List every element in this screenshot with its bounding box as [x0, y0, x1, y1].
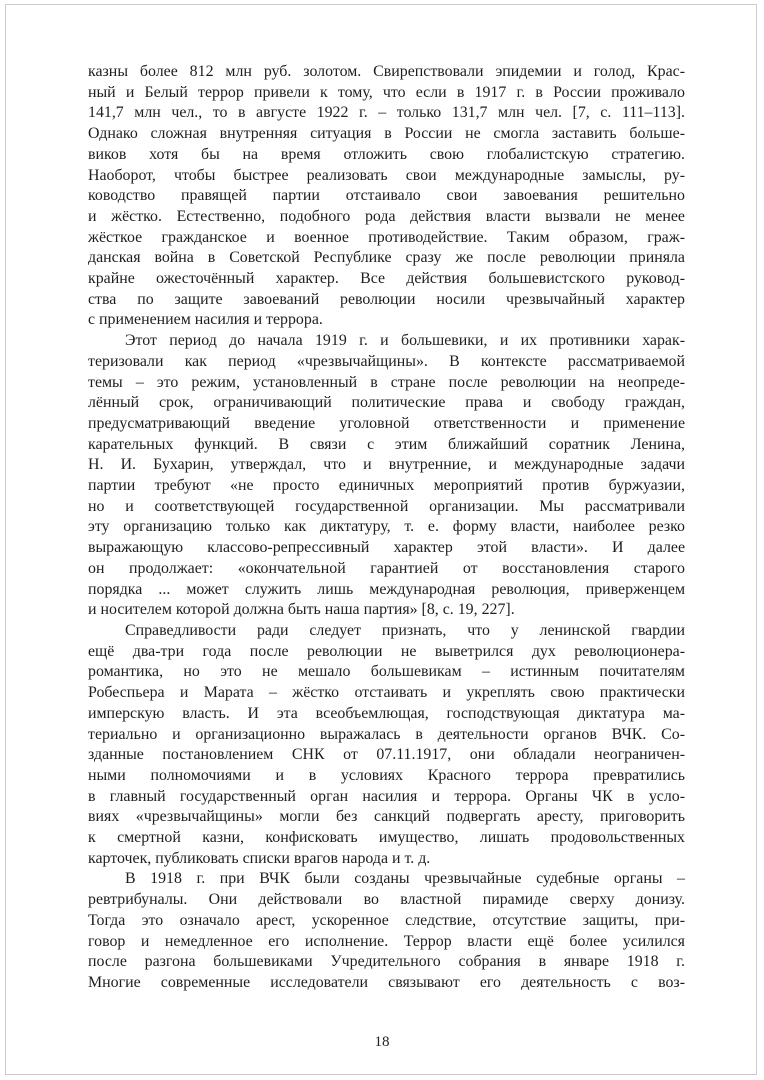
text-line: Н. И. Бухарин, утверждал, что и внутренние, и международные задачи — [88, 456, 685, 474]
text-line: зданные постановлением СНК от 07.11.1917, они обладали неограничен- — [88, 746, 685, 764]
text-line: данская война в Советской Республике сразу же после революции приняла — [88, 249, 685, 267]
text-line: ный и Белый террор привели к тому, что если в 1917 г. в России проживало — [88, 83, 685, 101]
document-page-text — [88, 62, 685, 994]
text-line: имперскую власть. И эта всеобъемлющая, господствующая диктатура ма- — [88, 704, 685, 722]
text-line: и носителем которой должна быть наша партия» [8, с. 19, 227]. — [88, 601, 515, 619]
text-line: говор и немедленное его исполнение. Террор власти ещё более усилился — [88, 932, 685, 950]
text-line: после разгона большевиками Учредительного собрания в январе 1918 г. — [88, 953, 685, 971]
paragraph — [88, 62, 685, 331]
text-line: лённый срок, ограничивающий политические права и свободу граждан, — [88, 394, 685, 412]
text-line: в главный государственный орган насилия и террора. Органы ЧК в усло- — [88, 787, 685, 805]
text-line: Робеспьера и Марата – жёстко отстаивать и укреплять свою практически — [88, 684, 685, 702]
text-line: к смертной казни, конфисковать имущество, лишать продовольственных — [88, 829, 685, 847]
text-line: карательных функций. В связи с этим ближайший соратник Ленина, — [88, 435, 685, 453]
text-line: партии требуют «не просто единичных мероприятий против буржуазии, — [88, 477, 685, 495]
paragraph — [88, 869, 685, 993]
text-line: с применением насилия и террора. — [88, 311, 323, 329]
text-line: но и соответствующей государственной организации. Мы рассматривали — [88, 497, 685, 515]
text-line: ства по защите завоеваний революции носили чрезвычайный характер — [88, 290, 685, 308]
text-line: романтика, но это не мешало большевикам – истинным почитателям — [88, 663, 685, 681]
text-line: Тогда это означало арест, ускоренное следствие, отсутствие защиты, при- — [88, 911, 685, 929]
text-line: и жёстко. Естественно, подобного рода действия власти вызвали не менее — [88, 207, 685, 225]
paragraph — [88, 621, 685, 869]
text-line: темы – это режим, установленный в стране после революции на неопреде- — [88, 373, 685, 391]
text-line: ревтрибуналы. Они действовали во властной пирамиде сверху донизу. — [88, 891, 685, 909]
text-line: ещё два-три года после революции не выветрился дух революционера- — [88, 642, 685, 660]
text-line: эту организацию только как диктатуру, т. е. форму власти, наиболее резко — [88, 518, 685, 536]
text-line: казны более 812 млн руб. золотом. Свирепствовали эпидемии и голод, Крас- — [88, 63, 685, 80]
text-line: виков хотя бы на время отложить свою глобалистскую стратегию. — [88, 145, 685, 163]
text-line: теризовали как период «чрезвычайщины». В контексте рассматриваемой — [88, 352, 685, 370]
text-line: Однако сложная внутренняя ситуация в России не смогла заставить больше- — [88, 125, 685, 143]
text-line: Многие современные исследователи связывают его деятельность с воз- — [88, 973, 685, 991]
text-line: виях «чрезвычайщины» могли без санкций подвергать аресту, приговорить — [88, 808, 685, 826]
text-line: 141,7 млн чел., то в августе 1922 г. – только 131,7 млн чел. [7, с. 111–113]. — [88, 104, 685, 122]
text-line: жёсткое гражданское и военное противодействие. Таким образом, граж- — [88, 228, 685, 246]
page-number: 18 — [374, 1034, 390, 1050]
text-line: ководство правящей партии отстаивало свои завоевания решительно — [88, 187, 685, 205]
text-line: карточек, публиковать списки врагов народа и т. д. — [88, 849, 431, 867]
text-line: ными полномочиями и в условиях Красного террора превратились — [88, 766, 685, 784]
text-line: В 1918 г. при ВЧК были созданы чрезвычайные судебные органы – — [125, 870, 685, 888]
text-line: крайне ожесточённый характер. Все действия большевистского руковод- — [88, 270, 685, 288]
text-line: порядка ... может служить лишь международная революция, приверженцем — [88, 580, 685, 598]
text-line: Наоборот, чтобы быстрее реализовать свои международные замыслы, ру- — [88, 166, 685, 184]
text-line: Справедливости ради следует признать, что у ленинской гвардии — [125, 621, 685, 639]
text-line: он продолжает: «окончательной гарантией от восстановления старого — [88, 559, 685, 577]
text-line: предусматривающий введение уголовной ответственности и применение — [88, 414, 685, 432]
text-line: выражающую классово-репрессивный характер этой власти». И далее — [88, 539, 685, 557]
paragraph — [88, 331, 685, 621]
text-line: Этот период до начала 1919 г. и большевики, и их противники харак- — [125, 332, 685, 350]
text-line: териально и организационно выражалась в деятельности органов ВЧК. Со- — [88, 725, 685, 743]
